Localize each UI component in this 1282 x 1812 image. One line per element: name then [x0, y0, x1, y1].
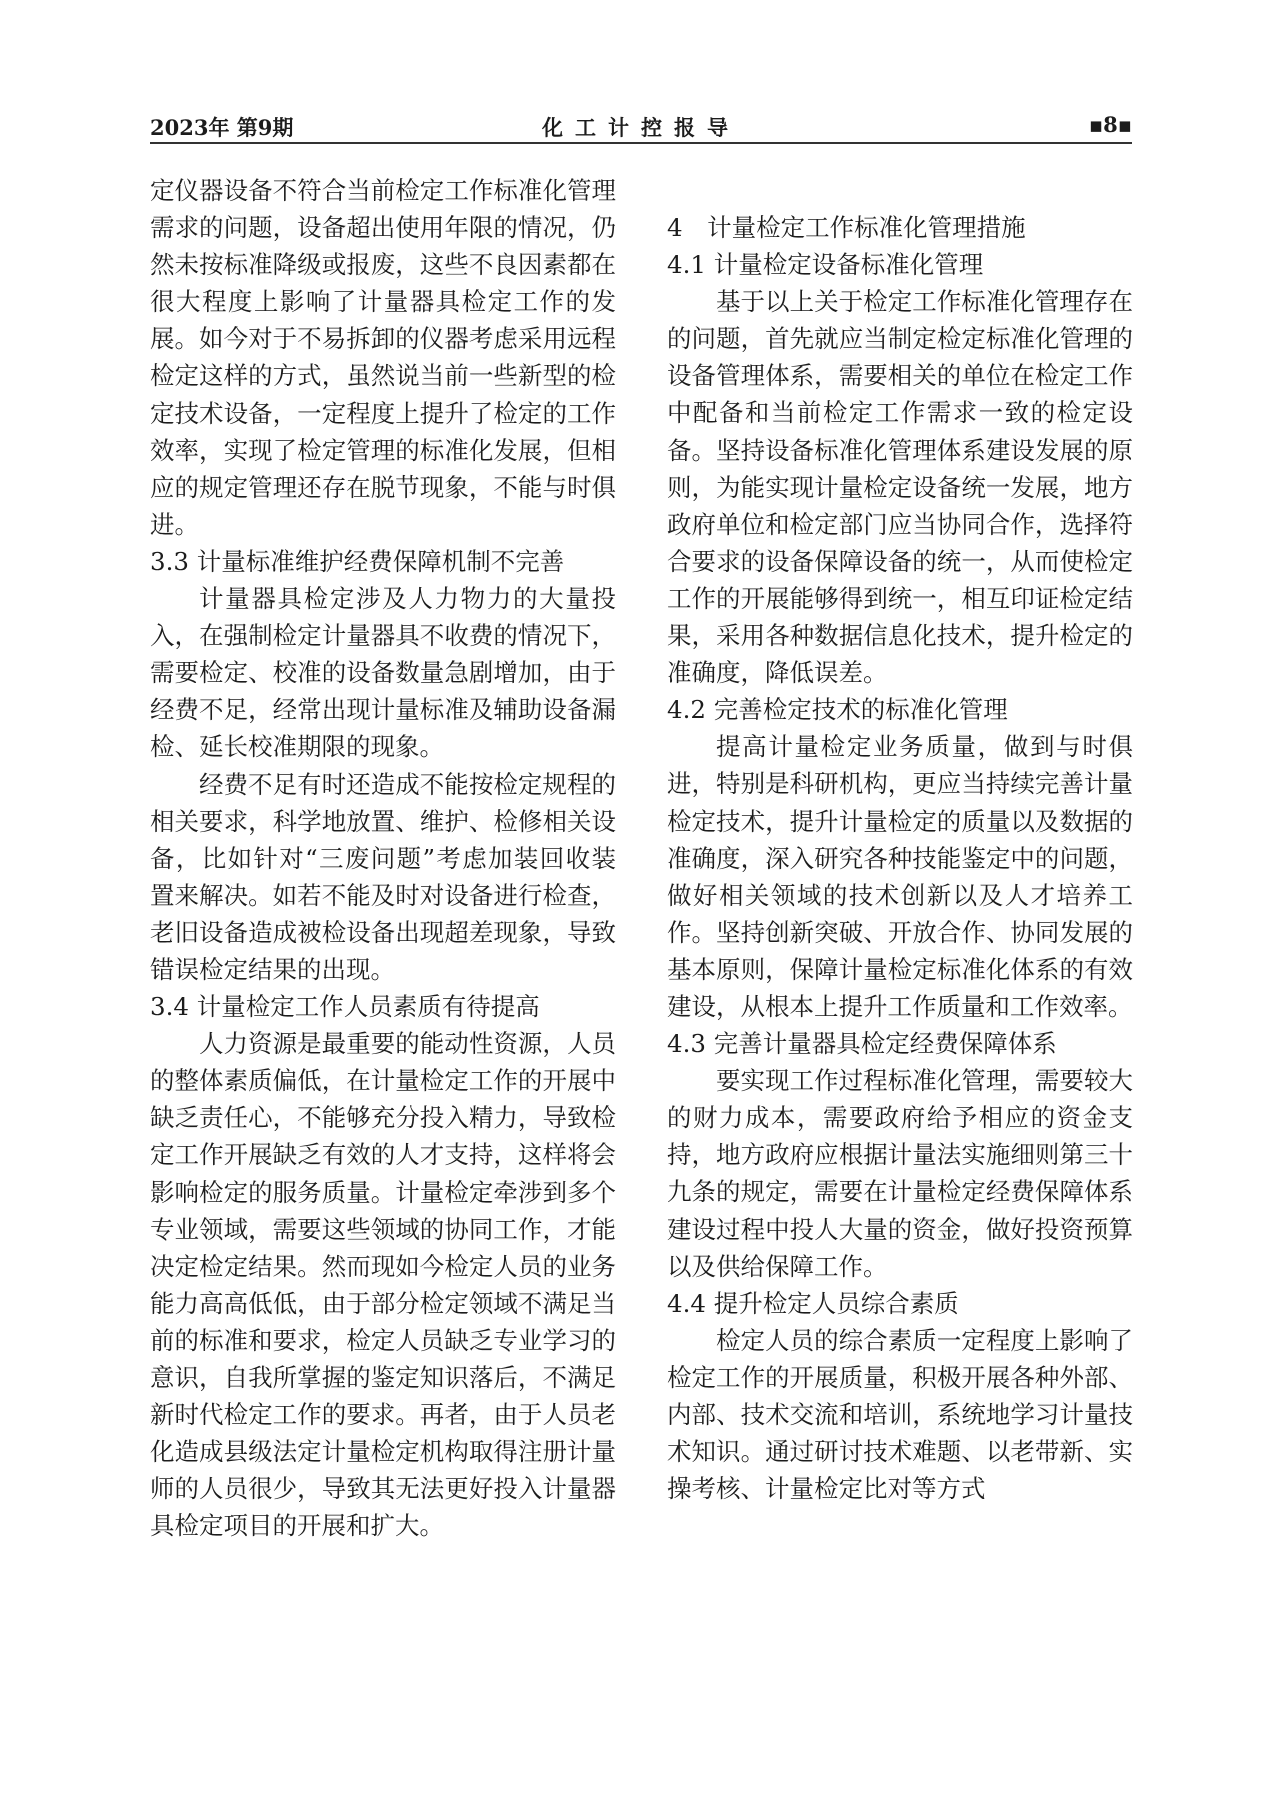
paragraph: 经费不足有时还造成不能按检定规程的相关要求，科学地放置、维护、检修相关设备，比如针对“三废问题”考虑加装回收装置来解决。如若不能及时对设备进行检查，老旧设备造成被检设备出现超差现象，导致错误检定结果的出现。: [150, 769, 616, 984]
section-heading-4: 4 计量检定工作标准化管理措施: [667, 213, 1026, 242]
section-heading-4-2: 4.2 完善检定技术的标准化管理: [667, 695, 1008, 725]
page-header: [150, 106, 1132, 142]
journal-title: 化工计控报导: [542, 115, 740, 140]
page-number: ▪8▪: [1088, 112, 1132, 137]
header-rule: [150, 142, 1132, 144]
paragraph: 检定人员的综合素质一定程度上影响了检定工作的开展质量，积极开展各种外部、内部、技术交流和培训，系统地学习计量技术知识。通过研讨技术难题、以老带新、实操考核、计量检定比对等方式: [667, 1325, 1133, 1504]
section-heading-3-4: 3.4 计量检定工作人员素质有待提高: [150, 992, 540, 1022]
section-heading-3-3: 3.3 计量标准维护经费保障机制不完善: [150, 546, 565, 576]
paragraph: 提高计量检定业务质量，做到与时俱进，特别是科研机构，更应当持续完善计量检定技术，提升计量检定的质量以及数据的准确度，深入研究各种技能鉴定中的问题，做好相关领域的技术创新以及人才培养工作。坚持创新突破、开放合作、协同发展的基本原则，保障计量检定标准化体系的有效建设，从根本上提升工作质量和工作效率。: [667, 732, 1133, 1021]
issue-label: 2023年 第9期: [150, 115, 294, 140]
section-heading-4-1: 4.1 计量检定设备标准化管理: [667, 250, 984, 280]
left-column: [150, 172, 616, 1544]
paragraph: 计量器具检定涉及人力物力的大量投入，在强制检定计量器具不收费的情况下，需要检定、校准的设备数量急剧增加，由于经费不足，经常出现计量标准及辅助设备漏检、延长校准期限的现象。: [150, 584, 616, 762]
paragraph-continued: 定仪器设备不符合当前检定工作标准化管理需求的问题，设备超出使用年限的情况，仍然未按标准降级或报废，这些不良因素都在很大程度上影响了计量器具检定工作的发展。如今对于不易拆卸的仪器考虑采用远程检定这样的方式，虽然说当前一些新型的检定技术设备，一定程度上提升了检定的工作效率，实现了检定管理的标准化发展，但相应的规定管理还存在脱节现象，不能与时俱进。: [150, 176, 616, 539]
paragraph: 人力资源是最重要的能动性资源，人员的整体素质偏低，在计量检定工作的开展中缺乏责任心，不能够充分投入精力，导致检定工作开展缺乏有效的人才支持，这样将会影响检定的服务质量。计量检定牵涉到多个专业领域，需要这些领域的协同工作，才能决定检定结果。然而现如今检定人员的业务能力高高低低，由于部分检定领域不满足当前的标准和要求，检定人员缺乏专业学习的意识，自我所掌握的鉴定知识落后，不满足新时代检定工作的要求。再者，由于人员老化造成县级法定计量检定机构取得注册计量师的人员很少，导致其无法更好投入计量器具检定项目的开展和扩大。: [150, 1029, 616, 1541]
paragraph: 要实现工作过程标准化管理，需要较大的财力成本，需要政府给予相应的资金支持，地方政府应根据计量法实施细则第三十九条的规定，需要在计量检定经费保障体系建设过程中投人大量的资金，做好投资预算以及供给保障工作。: [667, 1066, 1133, 1281]
section-heading-4-3: 4.3 完善计量器具检定经费保障体系: [667, 1029, 1057, 1059]
section-heading-4-4: 4.4 提升检定人员综合素质: [667, 1288, 959, 1318]
paragraph: 基于以上关于检定工作标准化管理存在的问题，首先就应当制定检定标准化管理的设备管理体系，需要相关的单位在检定工作中配备和当前检定工作需求一致的检定设备。坚持设备标准化管理体系建设发展的原则，为能实现计量检定设备统一发展，地方政府单位和检定部门应当协同合作，选择符合要求的设备保障设备的统一，从而使检定工作的开展能够得到统一，相互印证检定结果，采用各种数据信息化技术，提升检定的准确度，降低误差。: [667, 287, 1133, 688]
right-column: [667, 209, 1133, 1507]
